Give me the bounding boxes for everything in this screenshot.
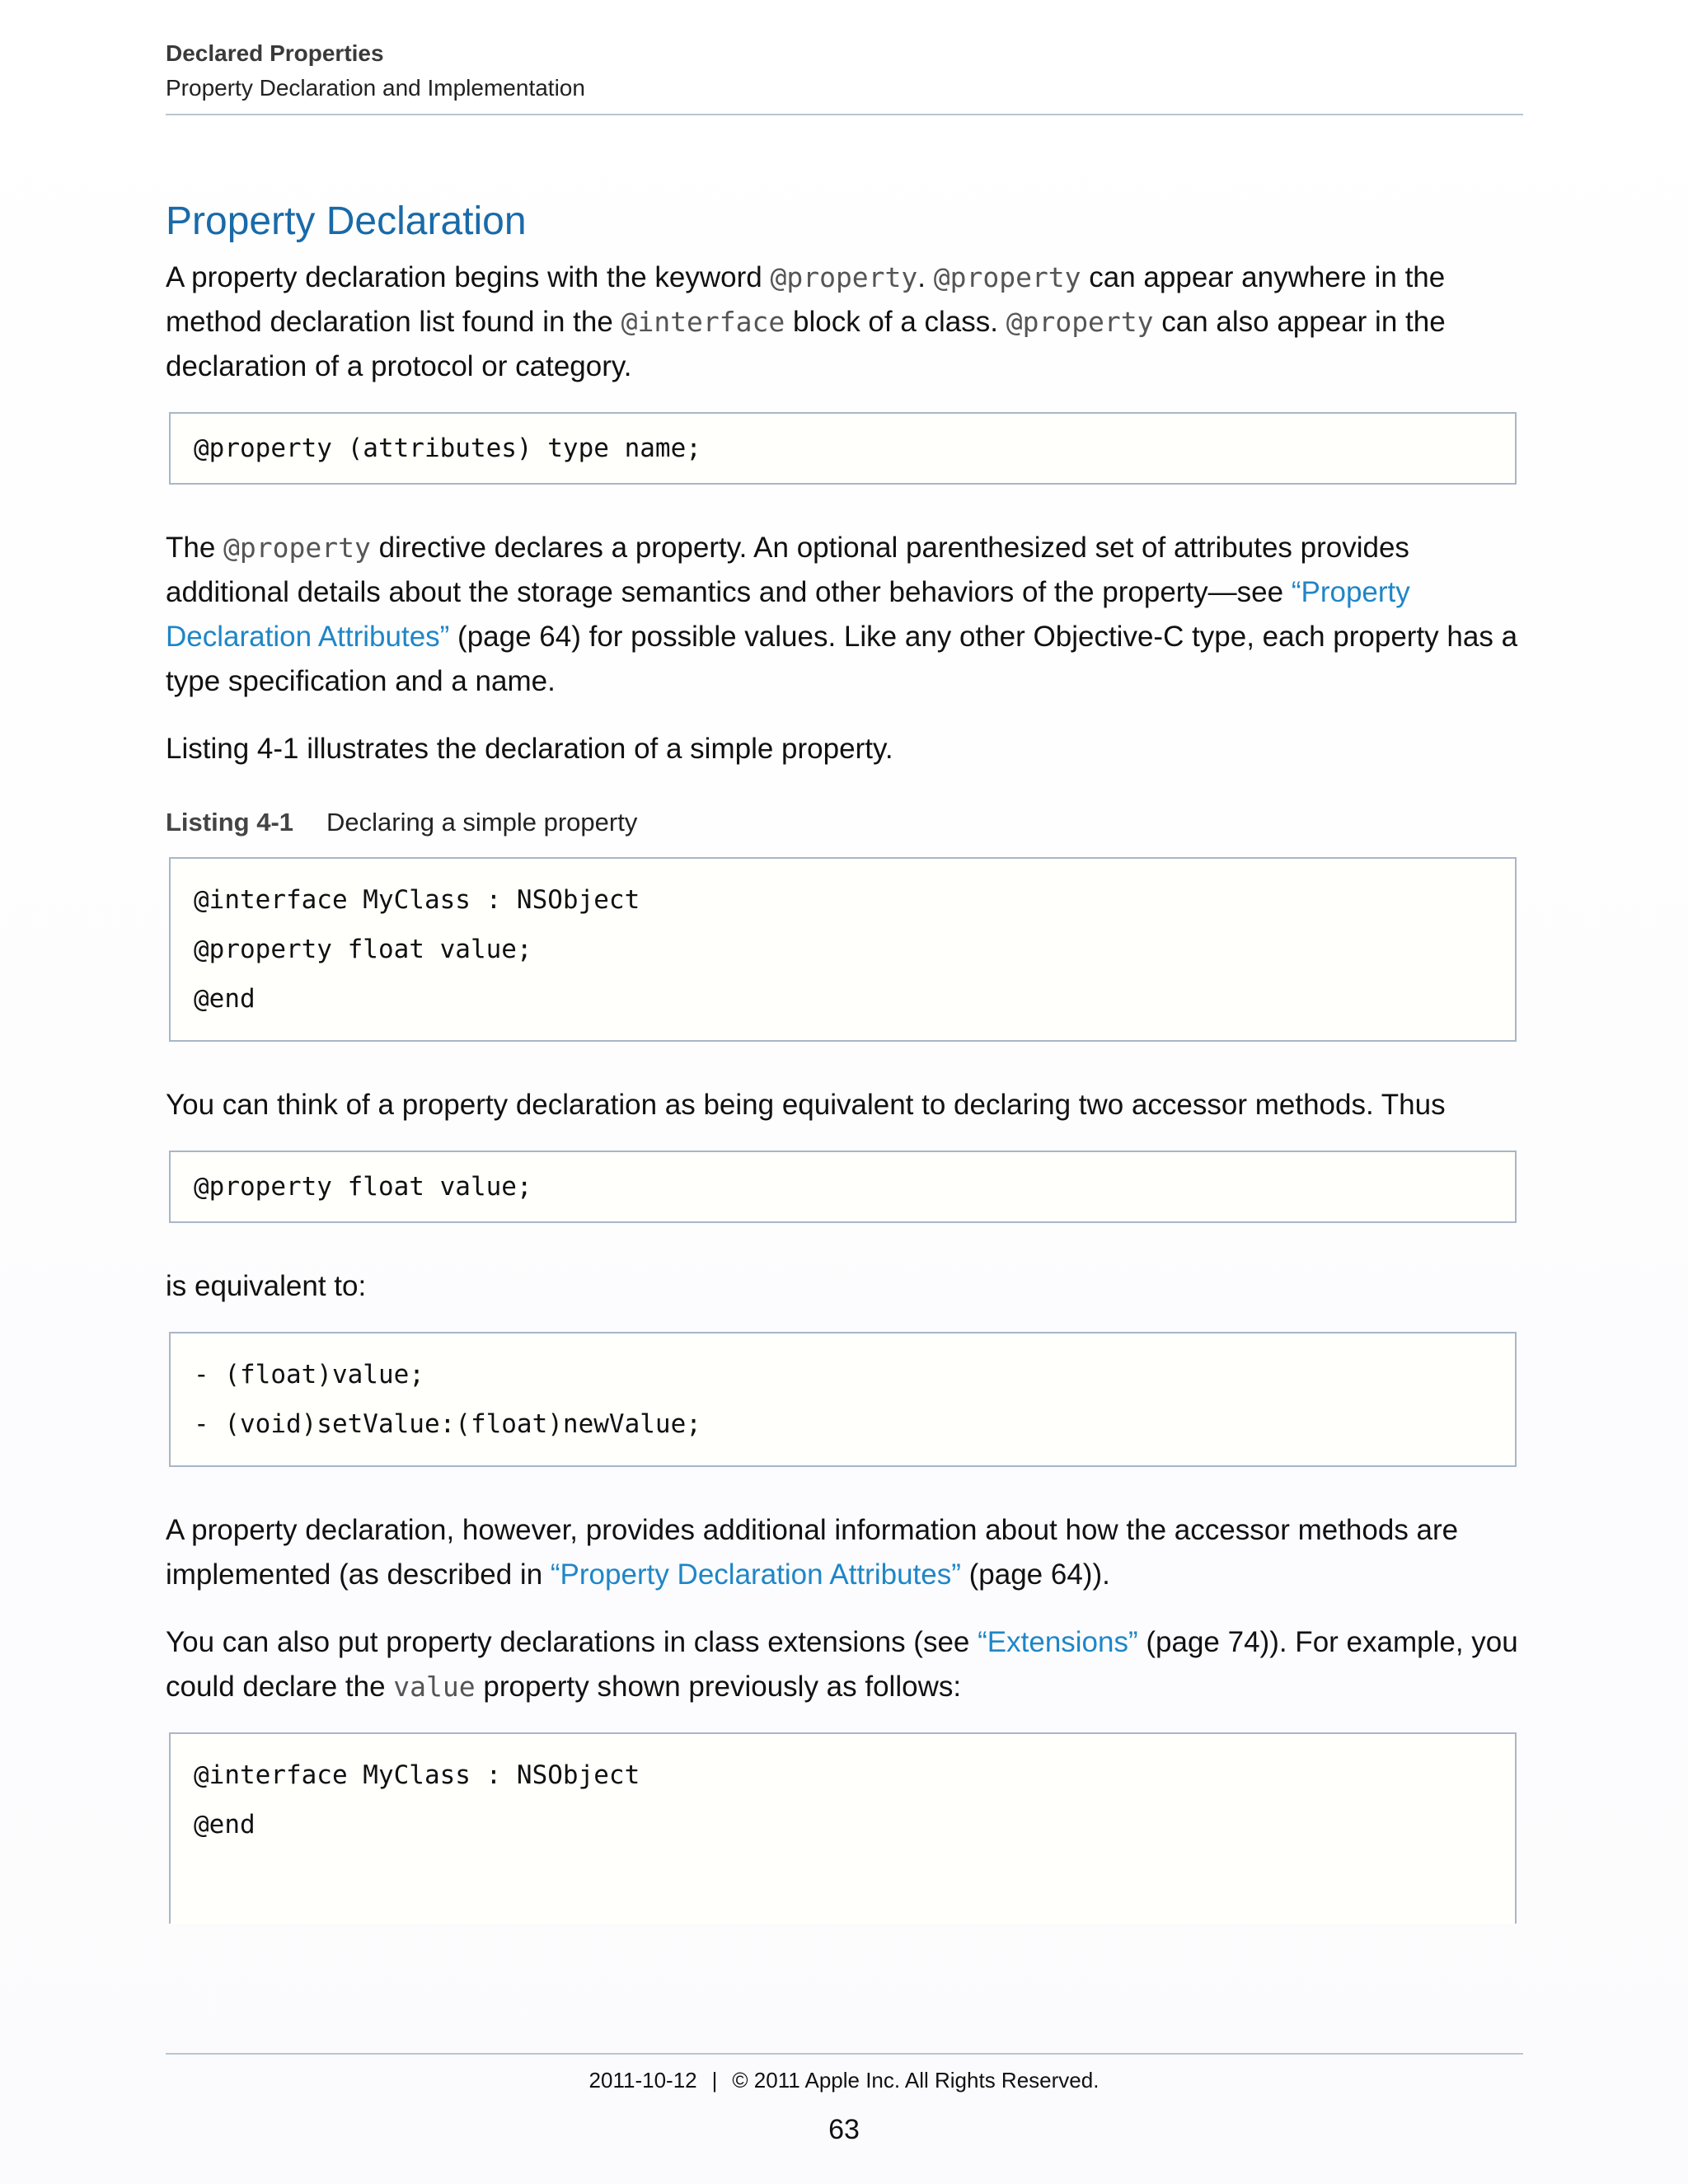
- section-title: Property Declaration: [166, 199, 527, 243]
- code-line: @property float value;: [194, 935, 532, 964]
- header-section-title: Property Declaration and Implementation: [166, 75, 585, 101]
- page-number: 63: [828, 2114, 860, 2145]
- paragraph-listing-intro: Listing 4-1 illustrates the declaration of a simple property.: [166, 733, 893, 765]
- header-divider: [166, 114, 1523, 115]
- code-block-listing: [169, 857, 1517, 1042]
- code-block-extension: [169, 1732, 1517, 1924]
- paragraph-additional-info: [166, 1508, 1523, 1597]
- text: A property declaration, however, provides additional information about how the accessor methods are implemented (as described in: [166, 1514, 1459, 1591]
- listing-caption: [166, 804, 1523, 841]
- code-line: @interface MyClass : NSObject: [194, 1760, 640, 1790]
- code-line: @property float value;: [194, 1172, 532, 1202]
- running-header: [166, 36, 1523, 105]
- inline-code: @property: [770, 261, 918, 293]
- code-line: - (float)value;: [194, 1360, 424, 1390]
- inline-code: @interface: [621, 306, 785, 338]
- link-property-declaration-attributes[interactable]: “Property Declaration Attributes”: [550, 1558, 961, 1591]
- text: can also appear in the declaration of a protocol or category.: [166, 306, 1446, 382]
- inline-code: @property: [933, 261, 1081, 293]
- code-line: @property (attributes) type name;: [194, 434, 701, 463]
- text: (page 64)).: [960, 1558, 1110, 1591]
- text: A property declaration begins with the keyword: [166, 261, 771, 293]
- code-block-property: [169, 1151, 1517, 1223]
- inline-code: @property: [223, 532, 371, 564]
- code-block-accessors: [169, 1332, 1517, 1467]
- main-content: [166, 196, 1523, 1924]
- paragraph-equivalent: You can think of a property declaration as being equivalent to declaring two accessor methods. Thus: [166, 1089, 1446, 1121]
- text: You can also put property declarations in class extensions (see: [166, 1626, 978, 1658]
- text: (page 64) for possible values. Like any other Objective-C type, each property has a type specification and a name.: [166, 621, 1518, 697]
- code-line: @end: [194, 1810, 256, 1840]
- code-line: @interface MyClass : NSObject: [194, 885, 640, 915]
- paragraph-directive: [166, 526, 1523, 704]
- listing-caption-text: Declaring a simple property: [326, 808, 638, 837]
- text: property shown previously as follows:: [475, 1671, 962, 1703]
- text: directive declares a property. An optional parenthesized set of attributes provides additional details about the storage semantics and other behaviors of the property—see: [166, 532, 1409, 608]
- footer-copyright: © 2011 Apple Inc. All Rights Reserved.: [732, 2068, 1100, 2093]
- footer-separator: |: [711, 2068, 718, 2093]
- header-chapter-title: Declared Properties: [166, 40, 384, 66]
- code-line: - (void)setValue:(float)newValue;: [194, 1409, 701, 1439]
- footer-divider: [166, 2053, 1523, 2055]
- inline-code: @property: [1006, 306, 1154, 338]
- text: (page 74)). For example, you could declare the: [166, 1626, 1518, 1703]
- inline-code: value: [393, 1671, 476, 1703]
- footer-date: 2011-10-12: [588, 2068, 697, 2093]
- paragraph-extensions: [166, 1620, 1523, 1709]
- text: block of a class.: [785, 306, 1006, 338]
- code-block-syntax: [169, 412, 1517, 485]
- paragraph-intro: [166, 255, 1523, 389]
- listing-label: Listing 4-1: [166, 808, 294, 837]
- footer: [0, 2064, 1688, 2097]
- text: The: [166, 532, 224, 564]
- link-extensions[interactable]: “Extensions”: [978, 1626, 1138, 1658]
- paragraph-is-equivalent: is equivalent to:: [166, 1270, 367, 1302]
- text: can appear anywhere in the method declaration list found in the: [166, 261, 1446, 338]
- link-property-declaration-attributes[interactable]: “Property Declaration Attributes”: [166, 576, 1410, 653]
- code-line: @end: [194, 984, 256, 1014]
- text: .: [917, 261, 934, 293]
